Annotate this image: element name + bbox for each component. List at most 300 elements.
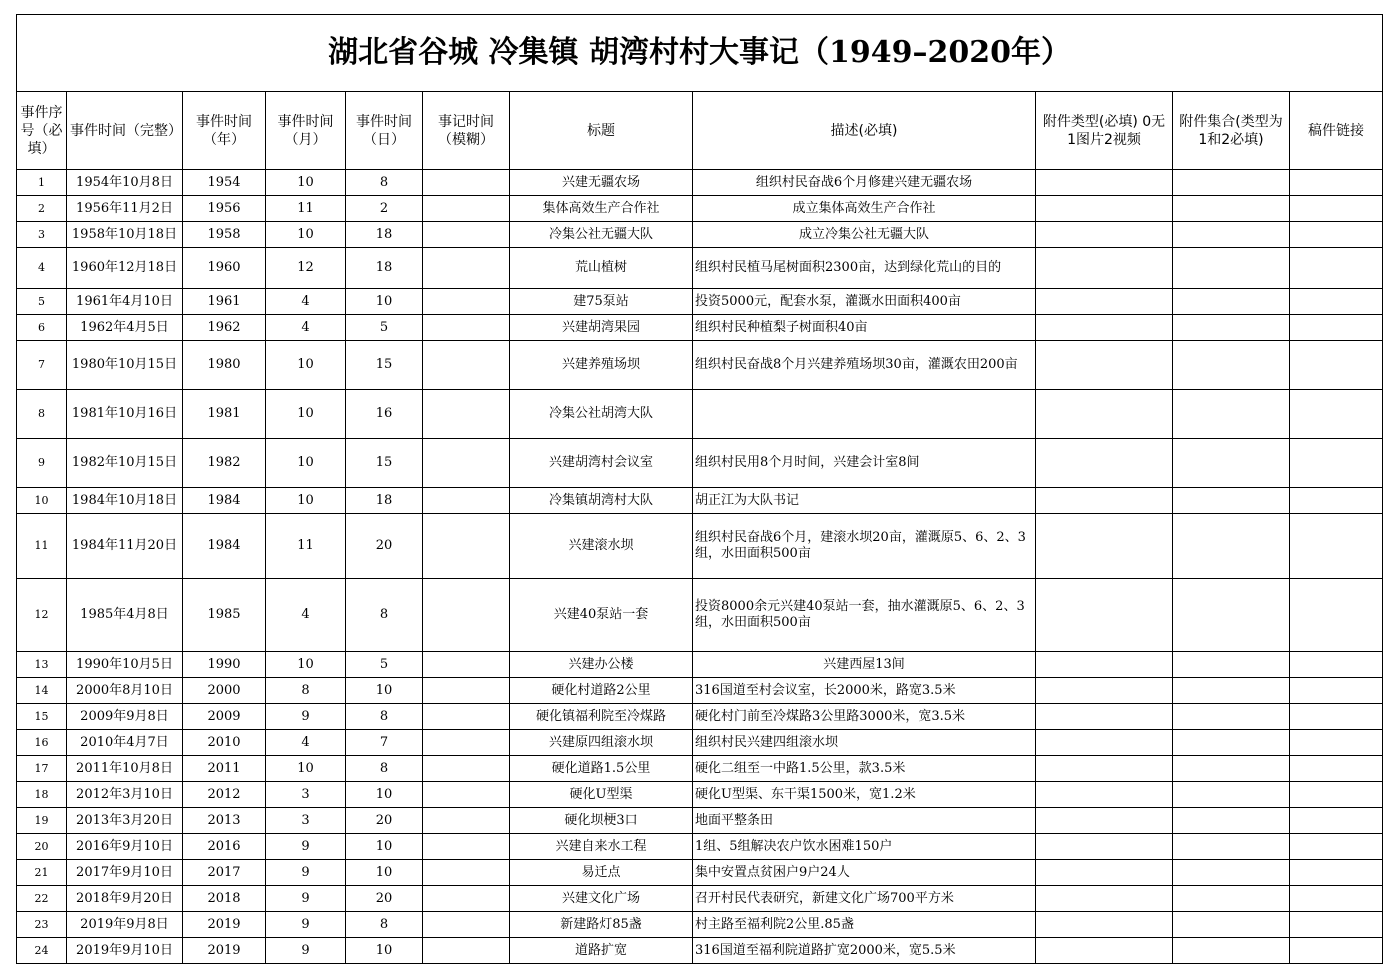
description-cell: 胡正江为大队书记: [693, 488, 1036, 514]
date-cell: 2009年9月8日: [67, 704, 183, 730]
table-row: [17, 248, 1383, 289]
title-cell: 建75泵站: [510, 289, 693, 315]
description-cell: 组织村民种植梨子树面积40亩: [693, 315, 1036, 341]
title-cell: 新建路灯85盏: [510, 912, 693, 938]
month-header: 事件时间（月）: [266, 92, 346, 170]
year-cell: 1958: [183, 222, 266, 248]
title-cell: 荒山植树: [510, 248, 693, 289]
seq-cell: 13: [17, 652, 67, 678]
attach-set-cell: [1173, 222, 1290, 248]
title-cell: 兴建滚水坝: [510, 514, 693, 579]
table-row: [17, 341, 1383, 390]
fuzzy-cell: [423, 652, 510, 678]
link-cell: [1290, 196, 1383, 222]
fuzzy-cell: [423, 579, 510, 652]
attach-type-cell: [1036, 579, 1173, 652]
date-cell: 2012年3月10日: [67, 782, 183, 808]
attach-type-cell: [1036, 196, 1173, 222]
date-cell: 2019年9月10日: [67, 938, 183, 964]
fuzzy-cell: [423, 808, 510, 834]
attach-type-cell: [1036, 886, 1173, 912]
attach-type-cell: [1036, 222, 1173, 248]
attach-set-cell: [1173, 756, 1290, 782]
fuzzy-cell: [423, 886, 510, 912]
title-cell: 硬化道路1.5公里: [510, 756, 693, 782]
day-cell: 5: [346, 652, 423, 678]
date-cell: 2010年4月7日: [67, 730, 183, 756]
attach-set-cell: [1173, 652, 1290, 678]
description-cell: 投资5000元，配套水泵，灌溉水田面积400亩: [693, 289, 1036, 315]
attach-type-cell: [1036, 860, 1173, 886]
title-cell: 道路扩宽: [510, 938, 693, 964]
day-header: 事件时间（日）: [346, 92, 423, 170]
link-cell: [1290, 860, 1383, 886]
attach-type-cell: [1036, 938, 1173, 964]
link-cell: [1290, 938, 1383, 964]
table-row: [17, 315, 1383, 341]
month-cell: 10: [266, 756, 346, 782]
description-cell: 组织村民兴建四组滚水坝: [693, 730, 1036, 756]
attach-type-cell: [1036, 315, 1173, 341]
day-cell: 8: [346, 704, 423, 730]
date-header: 事件时间（完整）: [67, 92, 183, 170]
day-cell: 10: [346, 782, 423, 808]
month-cell: 9: [266, 886, 346, 912]
year-cell: 1980: [183, 341, 266, 390]
table-row: [17, 652, 1383, 678]
link-cell: [1290, 730, 1383, 756]
table-body: [17, 170, 1383, 964]
link-cell: [1290, 289, 1383, 315]
fuzzy-cell: [423, 196, 510, 222]
month-cell: 10: [266, 488, 346, 514]
year-cell: 1984: [183, 514, 266, 579]
attach-set-cell: [1173, 488, 1290, 514]
description-cell: 兴建西屋13间: [693, 652, 1036, 678]
year-cell: 1981: [183, 390, 266, 439]
table-row: [17, 938, 1383, 964]
attach-set-cell: [1173, 315, 1290, 341]
description-cell: 316国道至村会议室，长2000米，路宽3.5米: [693, 678, 1036, 704]
fuzzy-header: 事记时间（模糊）: [423, 92, 510, 170]
year-cell: 2019: [183, 938, 266, 964]
year-cell: 1956: [183, 196, 266, 222]
date-cell: 2000年8月10日: [67, 678, 183, 704]
year-cell: 1961: [183, 289, 266, 315]
date-cell: 2016年9月10日: [67, 834, 183, 860]
link-cell: [1290, 579, 1383, 652]
attach-type-cell: [1036, 289, 1173, 315]
link-cell: [1290, 886, 1383, 912]
date-cell: 1981年10月16日: [67, 390, 183, 439]
month-cell: 4: [266, 730, 346, 756]
month-cell: 10: [266, 222, 346, 248]
description-cell: 组织村民奋战8个月兴建养殖场坝30亩，灌溉农田200亩: [693, 341, 1036, 390]
seq-cell: 15: [17, 704, 67, 730]
seq-header: 事件序号（必填）: [17, 92, 67, 170]
date-cell: 1960年12月18日: [67, 248, 183, 289]
fuzzy-cell: [423, 730, 510, 756]
day-cell: 20: [346, 808, 423, 834]
month-cell: 9: [266, 938, 346, 964]
fuzzy-cell: [423, 222, 510, 248]
table-row: [17, 756, 1383, 782]
title-cell: 硬化U型渠: [510, 782, 693, 808]
link-cell: [1290, 678, 1383, 704]
day-cell: 10: [346, 834, 423, 860]
year-cell: 2017: [183, 860, 266, 886]
link-cell: [1290, 514, 1383, 579]
title-cell: 冷集公社无疆大队: [510, 222, 693, 248]
link-cell: [1290, 782, 1383, 808]
attach-type-cell: [1036, 170, 1173, 196]
page-title: 湖北省谷城 冷集镇 胡湾村村大事记（1949–2020年）: [17, 15, 1383, 92]
table-row: [17, 488, 1383, 514]
date-cell: 1961年4月10日: [67, 289, 183, 315]
table-row: [17, 782, 1383, 808]
day-cell: 18: [346, 222, 423, 248]
seq-cell: 8: [17, 390, 67, 439]
description-cell: 召开村民代表研究，新建文化广场700平方米: [693, 886, 1036, 912]
year-cell: 2011: [183, 756, 266, 782]
fuzzy-cell: [423, 514, 510, 579]
description-cell: 硬化U型渠、东干渠1500米，宽1.2米: [693, 782, 1036, 808]
description-cell: 组织村民用8个月时间，兴建会计室8间: [693, 439, 1036, 488]
day-cell: 16: [346, 390, 423, 439]
table-row: [17, 704, 1383, 730]
events-table: [16, 14, 1383, 964]
link-cell: [1290, 248, 1383, 289]
fuzzy-cell: [423, 782, 510, 808]
month-cell: 4: [266, 289, 346, 315]
title-header: 标题: [510, 92, 693, 170]
attach-set-cell: [1173, 704, 1290, 730]
fuzzy-cell: [423, 170, 510, 196]
day-cell: 5: [346, 315, 423, 341]
description-cell: 地面平整条田: [693, 808, 1036, 834]
header-row: [17, 92, 1383, 170]
link-cell: [1290, 439, 1383, 488]
attach-set-cell: [1173, 886, 1290, 912]
attach-set-cell: [1173, 730, 1290, 756]
seq-cell: 21: [17, 860, 67, 886]
day-cell: 10: [346, 678, 423, 704]
table-row: [17, 222, 1383, 248]
date-cell: 1958年10月18日: [67, 222, 183, 248]
attach-type-cell: [1036, 808, 1173, 834]
year-cell: 2009: [183, 704, 266, 730]
seq-cell: 16: [17, 730, 67, 756]
title-cell: 兴建胡湾果园: [510, 315, 693, 341]
table-row: [17, 579, 1383, 652]
table-row: [17, 196, 1383, 222]
month-cell: 4: [266, 579, 346, 652]
table-row: [17, 439, 1383, 488]
fuzzy-cell: [423, 439, 510, 488]
day-cell: 18: [346, 488, 423, 514]
fuzzy-cell: [423, 678, 510, 704]
fuzzy-cell: [423, 248, 510, 289]
seq-cell: 22: [17, 886, 67, 912]
year-cell: 1984: [183, 488, 266, 514]
link-cell: [1290, 652, 1383, 678]
attach-type-cell: [1036, 704, 1173, 730]
attach-set-cell: [1173, 579, 1290, 652]
attach-set-cell: [1173, 912, 1290, 938]
day-cell: 7: [346, 730, 423, 756]
desc-header: 描述(必填): [693, 92, 1036, 170]
table-row: [17, 289, 1383, 315]
day-cell: 8: [346, 756, 423, 782]
title-cell: 兴建胡湾村会议室: [510, 439, 693, 488]
seq-cell: 11: [17, 514, 67, 579]
attach-type-cell: [1036, 834, 1173, 860]
table-row: [17, 860, 1383, 886]
attach-set-cell: [1173, 938, 1290, 964]
title-cell: 兴建自来水工程: [510, 834, 693, 860]
month-cell: 4: [266, 315, 346, 341]
table-row: [17, 886, 1383, 912]
link-header: 稿件链接: [1290, 92, 1383, 170]
date-cell: 1984年10月18日: [67, 488, 183, 514]
table-row: [17, 834, 1383, 860]
year-cell: 1960: [183, 248, 266, 289]
attach-type-cell: [1036, 514, 1173, 579]
year-cell: 2010: [183, 730, 266, 756]
fuzzy-cell: [423, 341, 510, 390]
month-cell: 9: [266, 704, 346, 730]
seq-cell: 9: [17, 439, 67, 488]
month-cell: 10: [266, 652, 346, 678]
description-cell: 集中安置点贫困户9户24人: [693, 860, 1036, 886]
year-cell: 2018: [183, 886, 266, 912]
description-cell: 村主路至福利院2公里.85盏: [693, 912, 1036, 938]
title-cell: 集体高效生产合作社: [510, 196, 693, 222]
description-cell: 组织村民植马尾树面积2300亩，达到绿化荒山的目的: [693, 248, 1036, 289]
year-header: 事件时间（年）: [183, 92, 266, 170]
month-cell: 11: [266, 514, 346, 579]
fuzzy-cell: [423, 390, 510, 439]
link-cell: [1290, 341, 1383, 390]
seq-cell: 10: [17, 488, 67, 514]
fuzzy-cell: [423, 938, 510, 964]
date-cell: 2013年3月20日: [67, 808, 183, 834]
attach-type-cell: [1036, 756, 1173, 782]
table-row: [17, 808, 1383, 834]
day-cell: 10: [346, 860, 423, 886]
date-cell: 1980年10月15日: [67, 341, 183, 390]
attach-type-header: 附件类型(必填) 0无1图片2视频: [1036, 92, 1173, 170]
year-cell: 2000: [183, 678, 266, 704]
link-cell: [1290, 808, 1383, 834]
month-cell: 10: [266, 170, 346, 196]
day-cell: 10: [346, 938, 423, 964]
title-cell: 兴建办公楼: [510, 652, 693, 678]
seq-cell: 6: [17, 315, 67, 341]
fuzzy-cell: [423, 860, 510, 886]
date-cell: 1984年11月20日: [67, 514, 183, 579]
day-cell: 20: [346, 886, 423, 912]
attach-type-cell: [1036, 782, 1173, 808]
attach-set-cell: [1173, 196, 1290, 222]
month-cell: 10: [266, 341, 346, 390]
year-cell: 2012: [183, 782, 266, 808]
year-cell: 2016: [183, 834, 266, 860]
day-cell: 8: [346, 912, 423, 938]
seq-cell: 17: [17, 756, 67, 782]
link-cell: [1290, 488, 1383, 514]
title-cell: 兴建原四组滚水坝: [510, 730, 693, 756]
fuzzy-cell: [423, 834, 510, 860]
day-cell: 10: [346, 289, 423, 315]
seq-cell: 20: [17, 834, 67, 860]
attach-set-cell: [1173, 341, 1290, 390]
seq-cell: 14: [17, 678, 67, 704]
table-row: [17, 730, 1383, 756]
month-cell: 9: [266, 912, 346, 938]
seq-cell: 1: [17, 170, 67, 196]
title-cell: 兴建40泵站一套: [510, 579, 693, 652]
seq-cell: 12: [17, 579, 67, 652]
year-cell: 2019: [183, 912, 266, 938]
title-cell: 兴建养殖场坝: [510, 341, 693, 390]
link-cell: [1290, 704, 1383, 730]
title-cell: 易迁点: [510, 860, 693, 886]
fuzzy-cell: [423, 488, 510, 514]
day-cell: 20: [346, 514, 423, 579]
day-cell: 8: [346, 170, 423, 196]
date-cell: 1962年4月5日: [67, 315, 183, 341]
attach-set-header: 附件集合(类型为1和2必填): [1173, 92, 1290, 170]
attach-type-cell: [1036, 439, 1173, 488]
table-row: [17, 390, 1383, 439]
seq-cell: 24: [17, 938, 67, 964]
month-cell: 10: [266, 439, 346, 488]
year-cell: 2013: [183, 808, 266, 834]
description-cell: 组织村民奋战6个月修建兴建无疆农场: [693, 170, 1036, 196]
seq-cell: 2: [17, 196, 67, 222]
attach-set-cell: [1173, 678, 1290, 704]
link-cell: [1290, 390, 1383, 439]
attach-set-cell: [1173, 289, 1290, 315]
month-cell: 12: [266, 248, 346, 289]
attach-set-cell: [1173, 860, 1290, 886]
date-cell: 2018年9月20日: [67, 886, 183, 912]
month-cell: 9: [266, 834, 346, 860]
seq-cell: 18: [17, 782, 67, 808]
attach-type-cell: [1036, 678, 1173, 704]
attach-set-cell: [1173, 514, 1290, 579]
seq-cell: 19: [17, 808, 67, 834]
attach-type-cell: [1036, 341, 1173, 390]
date-cell: 1982年10月15日: [67, 439, 183, 488]
title-cell: 硬化村道路2公里: [510, 678, 693, 704]
link-cell: [1290, 222, 1383, 248]
link-cell: [1290, 912, 1383, 938]
attach-set-cell: [1173, 390, 1290, 439]
fuzzy-cell: [423, 912, 510, 938]
attach-type-cell: [1036, 390, 1173, 439]
day-cell: 2: [346, 196, 423, 222]
day-cell: 15: [346, 341, 423, 390]
fuzzy-cell: [423, 704, 510, 730]
link-cell: [1290, 756, 1383, 782]
date-cell: 2019年9月8日: [67, 912, 183, 938]
title-cell: 兴建无疆农场: [510, 170, 693, 196]
description-cell: 316国道至福利院道路扩宽2000米，宽5.5米: [693, 938, 1036, 964]
year-cell: 1982: [183, 439, 266, 488]
day-cell: 15: [346, 439, 423, 488]
description-cell: 组织村民奋战6个月，建滚水坝20亩，灌溉原5、6、2、3组，水田面积500亩: [693, 514, 1036, 579]
description-cell: 硬化二组至一中路1.5公里，款3.5米: [693, 756, 1036, 782]
table-row: [17, 170, 1383, 196]
attach-set-cell: [1173, 782, 1290, 808]
description-cell: [693, 390, 1036, 439]
month-cell: 10: [266, 390, 346, 439]
link-cell: [1290, 315, 1383, 341]
table-row: [17, 678, 1383, 704]
table-row: [17, 912, 1383, 938]
month-cell: 8: [266, 678, 346, 704]
attach-type-cell: [1036, 730, 1173, 756]
description-cell: 成立冷集公社无疆大队: [693, 222, 1036, 248]
attach-set-cell: [1173, 170, 1290, 196]
date-cell: 1985年4月8日: [67, 579, 183, 652]
date-cell: 2011年10月8日: [67, 756, 183, 782]
attach-set-cell: [1173, 248, 1290, 289]
link-cell: [1290, 170, 1383, 196]
attach-set-cell: [1173, 834, 1290, 860]
fuzzy-cell: [423, 756, 510, 782]
seq-cell: 5: [17, 289, 67, 315]
seq-cell: 7: [17, 341, 67, 390]
attach-type-cell: [1036, 912, 1173, 938]
date-cell: 1990年10月5日: [67, 652, 183, 678]
year-cell: 1985: [183, 579, 266, 652]
title-cell: 兴建文化广场: [510, 886, 693, 912]
description-cell: 硬化村门前至冷煤路3公里路3000米，宽3.5米: [693, 704, 1036, 730]
seq-cell: 4: [17, 248, 67, 289]
day-cell: 8: [346, 579, 423, 652]
attach-type-cell: [1036, 488, 1173, 514]
title-cell: 冷集镇胡湾村大队: [510, 488, 693, 514]
year-cell: 1990: [183, 652, 266, 678]
date-cell: 2017年9月10日: [67, 860, 183, 886]
month-cell: 3: [266, 782, 346, 808]
year-cell: 1954: [183, 170, 266, 196]
title-cell: 硬化镇福利院至冷煤路: [510, 704, 693, 730]
month-cell: 9: [266, 860, 346, 886]
title-cell: 冷集公社胡湾大队: [510, 390, 693, 439]
attach-type-cell: [1036, 652, 1173, 678]
attach-set-cell: [1173, 439, 1290, 488]
description-cell: 1组、5组解决农户饮水困难150户: [693, 834, 1036, 860]
description-cell: 成立集体高效生产合作社: [693, 196, 1036, 222]
date-cell: 1954年10月8日: [67, 170, 183, 196]
day-cell: 18: [346, 248, 423, 289]
fuzzy-cell: [423, 289, 510, 315]
month-cell: 11: [266, 196, 346, 222]
seq-cell: 23: [17, 912, 67, 938]
table-row: [17, 514, 1383, 579]
month-cell: 3: [266, 808, 346, 834]
year-cell: 1962: [183, 315, 266, 341]
title-cell: 硬化坝梗3口: [510, 808, 693, 834]
link-cell: [1290, 834, 1383, 860]
description-cell: 投资8000余元兴建40泵站一套，抽水灌溉原5、6、2、3组，水田面积500亩: [693, 579, 1036, 652]
attach-type-cell: [1036, 248, 1173, 289]
date-cell: 1956年11月2日: [67, 196, 183, 222]
